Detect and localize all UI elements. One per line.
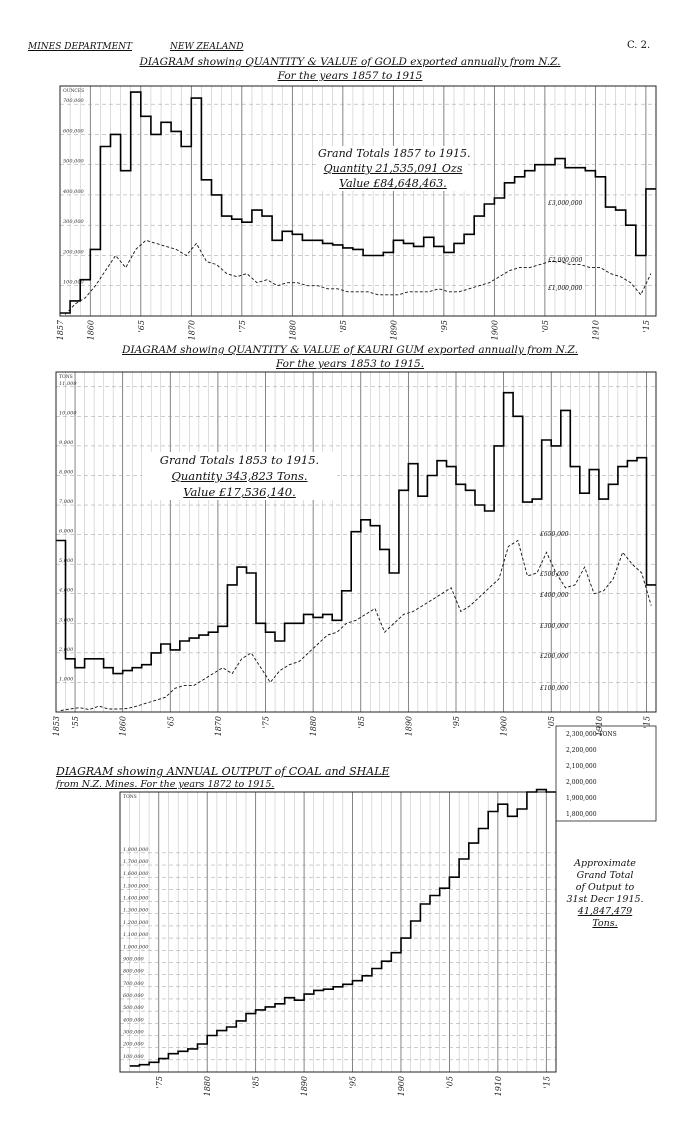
kauri-x-tick-label: 1880: [309, 716, 319, 737]
kauri-x-tick-label: '75: [261, 716, 271, 729]
gold-totals-quantity: Quantity 21,535,091 Ozs: [323, 162, 463, 175]
gold-x-tick-label: '05: [540, 320, 550, 333]
coal-x-tick-label: '05: [445, 1076, 455, 1089]
gold-x-tick-label: 1860: [86, 320, 96, 341]
gold-series-dashed-1: [65, 240, 651, 314]
coal-right-tick-label: 2,000,000: [566, 779, 597, 786]
gold-y-tick-label: 400,000: [63, 188, 84, 195]
kauri-x-tick-label: '95: [452, 716, 461, 729]
kauri-value-label: £300,000: [540, 623, 569, 630]
kauri-value-label: £100,000: [540, 685, 569, 692]
gold-x-tick-label: 1900: [490, 320, 500, 341]
coal-frame: [120, 792, 556, 1072]
coal-right-tick-label: 1,900,000: [566, 795, 597, 802]
kauri-value-label: £500,000: [540, 571, 569, 578]
kauri-frame: [56, 372, 656, 712]
kauri-x-tick-label: '15: [642, 716, 652, 729]
gold-value-label: £3,000,000: [548, 200, 583, 207]
kauri-x-tick-label: '05: [547, 716, 557, 729]
gold-x-tick-label: '75: [237, 320, 247, 333]
coal-total-line-4: 31st Decr 1915.: [566, 894, 644, 905]
kauri-value-label: £200,000: [540, 653, 569, 660]
kauri-y-unit: TONS: [59, 375, 73, 380]
gold-subtitle: For the years 1857 to 1915: [277, 70, 423, 82]
coal-x-tick-label: '85: [251, 1076, 261, 1089]
coal-y-tick-label: 1,500,000: [123, 883, 149, 890]
kauri-y-tick-label: 11,000: [59, 380, 77, 387]
coal-y-tick-label: 800,000: [123, 968, 144, 975]
coal-subtitle: from N.Z. Mines. For the years 1872 to 1915.: [56, 779, 275, 790]
gold-y-tick-label: 500,000: [63, 158, 84, 165]
coal-y-tick-label: 400,000: [123, 1017, 144, 1024]
kauri-value-label: £400,000: [540, 592, 569, 599]
coal-y-unit: TONS: [123, 795, 137, 800]
coal-y-tick-label: 1,200,000: [123, 919, 149, 926]
gold-totals-value: Value £84,648,463.: [339, 177, 447, 190]
kauri-totals-heading: Grand Totals 1853 to 1915.: [159, 453, 320, 467]
coal-y-tick-label: 1,300,000: [123, 907, 149, 914]
coal-y-tick-label: 600,000: [123, 992, 144, 999]
kauri-y-tick-label: 3,000: [59, 617, 74, 624]
gold-y-tick-label: 700,000: [63, 98, 84, 105]
coal-x-tick-label: 1910: [493, 1076, 503, 1097]
gold-x-tick-label: 1910: [591, 320, 601, 341]
coal-y-tick-label: 1,000,000: [123, 944, 149, 951]
country-header: NEW ZEALAND: [170, 42, 244, 52]
coal-total-line-6: Tons.: [592, 918, 618, 929]
gold-value-label: £1,000,000: [548, 285, 583, 292]
kauri-grand-totals: [142, 452, 337, 500]
gold-x-tick-label: '65: [136, 320, 146, 333]
kauri-x-tick-label: 1910: [594, 716, 604, 737]
gold-y-unit: OUNCES: [63, 89, 85, 94]
coal-y-tick-label: 1,400,000: [123, 895, 149, 902]
kauri-y-tick-label: 10,000: [59, 410, 77, 417]
kauri-y-tick-label: 8,000: [59, 469, 74, 476]
coal-y-tick-label: 300,000: [123, 1029, 144, 1036]
coal-x-tick-label: '15: [542, 1076, 552, 1089]
gold-x-tick-label: '15: [641, 320, 651, 333]
kauri-y-tick-label: 9,000: [59, 439, 74, 446]
gold-y-tick-label: 100,000: [63, 279, 84, 286]
coal-y-tick-label: 700,000: [123, 980, 144, 987]
kauri-y-tick-label: 4,000: [59, 587, 74, 594]
gold-y-tick-label: 600,000: [63, 128, 84, 135]
coal-total-line-2: Grand Total: [576, 870, 634, 881]
coal-y-tick-label: 200,000: [123, 1041, 144, 1048]
gold-totals-heading: Grand Totals 1857 to 1915.: [318, 147, 471, 160]
coal-total-line-5: 41,847,479: [577, 906, 633, 917]
coal-y-tick-label: 1,600,000: [123, 871, 149, 878]
coal-right-tick-label: 1,800,000: [566, 811, 597, 818]
gold-x-tick-label: 1890: [389, 320, 399, 341]
gold-x-tick-label: '95: [439, 320, 449, 333]
coal-x-tick-label: 1890: [300, 1076, 310, 1097]
gold-y-tick-label: 300,000: [63, 219, 84, 226]
kauri-title: DIAGRAM showing QUANTITY & VALUE of KAURI GUM exported annually from N.Z.: [122, 344, 578, 356]
coal-grand-total: [560, 858, 650, 930]
coal-y-tick-label: 1,700,000: [123, 859, 149, 866]
coal-right-tick-label: 2,200,000: [566, 747, 597, 754]
gold-grand-totals: [318, 146, 471, 191]
kauri-totals-quantity: Quantity 343,823 Tons.: [171, 469, 308, 483]
kauri-y-tick-label: 5,000: [59, 558, 74, 565]
kauri-x-tick-label: 1890: [404, 716, 414, 737]
gold-x-tick-label: 1870: [187, 320, 197, 341]
kauri-x-tick-label: '65: [166, 716, 176, 729]
coal-total-line-1: Approximate: [574, 858, 636, 869]
kauri-x-tick-label: 1860: [118, 716, 128, 737]
department-header: MINES DEPARTMENT: [28, 42, 133, 52]
kauri-x-tick-label: '55: [71, 716, 81, 729]
coal-right-scale-frame: [556, 726, 656, 821]
kauri-x-tick-label: '85: [356, 716, 366, 729]
coal-x-tick-label: '95: [348, 1076, 358, 1089]
kauri-x-tick-label: 1900: [499, 716, 509, 737]
kauri-y-tick-label: 1,000: [59, 676, 74, 683]
coal-x-tick-label: 1880: [203, 1076, 213, 1097]
kauri-y-tick-label: 7,000: [59, 499, 74, 506]
report-code: C. 2.: [627, 40, 651, 51]
coal-y-tick-label: 500,000: [123, 1005, 144, 1012]
gold-value-label: £2,000,000: [548, 257, 583, 264]
kauri-y-tick-label: 6,000: [59, 528, 74, 535]
coal-right-tick-label: 2,300,000 TONS: [566, 731, 617, 738]
gold-x-tick-label: 1880: [288, 320, 298, 341]
coal-y-tick-label: 1,100,000: [123, 932, 149, 939]
coal-x-tick-label: '75: [154, 1076, 164, 1089]
coal-x-tick-label: 1900: [396, 1076, 406, 1097]
coal-y-tick-label: 100,000: [123, 1053, 144, 1060]
kauri-x-tick-label: 1870: [213, 716, 223, 737]
coal-total-line-3: of Output to: [575, 882, 635, 893]
gold-title: DIAGRAM showing QUANTITY & VALUE of GOLD exported annually from N.Z.: [139, 56, 561, 68]
coal-right-tick-label: 2,100,000: [566, 763, 597, 770]
gold-x-tick-label: 1857: [56, 320, 65, 341]
kauri-subtitle: For the years 1853 to 1915.: [275, 358, 425, 370]
gold-x-tick-label: '85: [338, 320, 348, 333]
kauri-x-tick-label: 1853: [52, 716, 61, 737]
coal-title: DIAGRAM showing ANNUAL OUTPUT of COAL and SHALE: [56, 765, 390, 778]
coal-y-tick-label: 1,800,000: [123, 846, 149, 853]
kauri-value-label: £650,000: [540, 531, 569, 538]
kauri-y-tick-label: 2,000: [59, 646, 74, 653]
kauri-totals-value: Value £17,536,140.: [183, 485, 296, 499]
gold-y-tick-label: 200,000: [63, 249, 84, 256]
coal-y-tick-label: 900,000: [123, 956, 144, 963]
